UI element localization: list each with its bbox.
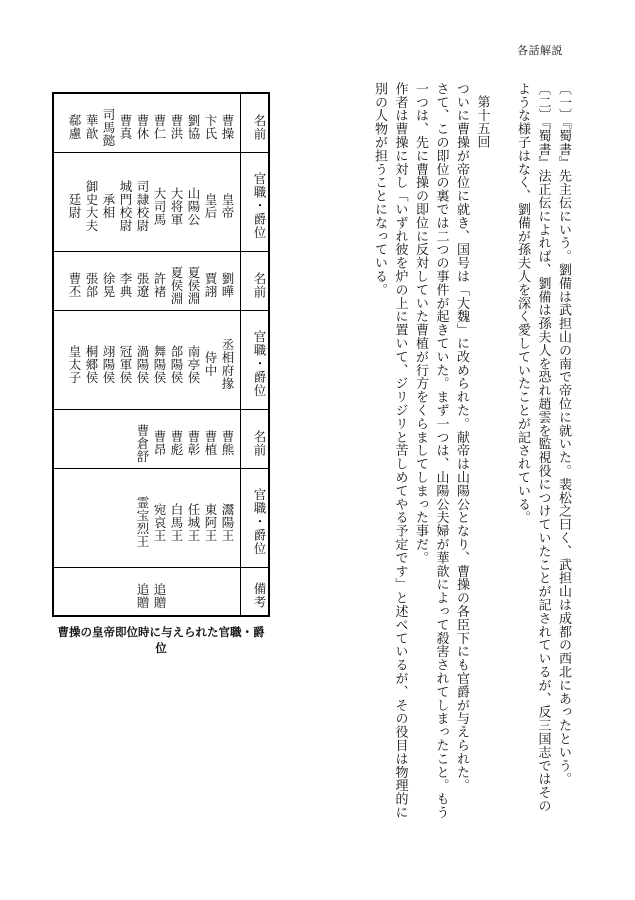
table-cell: 皇帝 [220,193,235,219]
table-cell: 渦陽侯 [135,344,150,384]
table-cell: 侍中 [203,351,218,377]
table-cell: 舞陽侯 [152,344,167,384]
table-header-title: 官職・爵位 [240,469,268,567]
table-cell: 司馬懿 [101,107,116,147]
chapter-heading: 第十五回 [474,95,490,149]
table-header-name: 名前 [240,252,268,310]
table-cell: 皇太子 [67,344,82,384]
table-header-title: 官職・爵位 [240,153,268,251]
table-cell: 山陽公 [186,186,201,226]
table-header-title: 官職・爵位 [240,311,268,409]
table-group-names-3 [54,410,268,469]
table-cell: 徐晃 [101,272,116,298]
section-header: 各話解説 [517,44,563,57]
paragraph-spacer [492,82,512,822]
table-cell: 曹植 [203,430,218,456]
table-cells [54,410,240,468]
table-header-note: 備考 [240,568,268,615]
table-group-titles-2 [54,311,268,410]
table-cell: 皇后 [203,193,218,219]
table-header-name: 名前 [240,410,268,468]
table-cell: 張遼 [135,272,150,298]
table-cell: 霊宝烈王 [135,496,150,548]
table-group-notes [54,568,268,615]
table-cell: 冠軍侯 [118,344,133,384]
table-group-titles-3 [54,469,268,568]
table-cell: 追贈 [135,582,150,609]
table-cell: 司隷校尉 [135,180,150,232]
table-cell: 承相 [101,193,116,219]
table-caption: 曹操の皇帝即位時に与えられた官職・爵位 [57,625,265,655]
table-cells [54,252,240,310]
table-cells [54,94,240,152]
table-cell: 曹彰 [186,430,201,456]
table-cell [219,576,236,615]
table-cell: 劉協 [186,114,201,140]
table-cell [202,576,219,615]
table-cell: 曹倉舒 [135,423,150,463]
table-cell: 曹仁 [152,114,167,140]
chapter-paragraph-3: 作者は曹操に対し「いずれ彼を炉の上に置いて、ジリジリと苦しめてやる予定です」と述べているが、その役目は物理的に別の人物が担うことになっている。 [372,82,408,819]
table-cell: 劉曄 [220,272,235,298]
table-cell: 翊陽侯 [101,344,116,384]
table-header-name: 名前 [240,94,268,152]
table-cell: 郃陽侯 [169,344,184,384]
table-cell: 曹真 [118,114,133,140]
note-2: 〔二〕『蜀書』法正伝によれば、劉備は孫夫人を恐れ趙雲を監視役につけていたことが記されているが、反三国志ではそのような様子はなく、劉備が孫夫人を深く愛していたことが記されている。 [515,82,551,813]
table-cells [54,311,240,409]
title-roster-table [52,92,270,617]
table-group-titles-1 [54,153,268,252]
table-cell: 曹丕 [67,272,82,298]
table-cell [185,576,202,615]
table-cell: 曹洪 [169,114,184,140]
table-cell [168,576,185,615]
table-cell: 大司馬 [152,186,167,226]
table-cell: 南亭侯 [186,344,201,384]
table-cell: 任城王 [186,502,201,542]
table-cell: 許褚 [152,272,167,298]
chapter-paragraph-2: さて、この即位の裏では二つの事件が起きていた。まず一つは、山陽公夫婦が華歆によって殺害されてしまったこと。もう一つは、先に曹操の即位に反対していた曹植が行方をくらましてしまった事だ。 [413,82,449,819]
table-group-names-1 [54,94,268,153]
table-cell: 曹彪 [169,430,184,456]
table-cell: 華歆 [84,114,99,140]
table-cell: 曹昂 [152,430,167,456]
table-cell: 白馬王 [169,502,184,542]
table-cell: 曹熊 [220,430,235,456]
table-cell: 城門校尉 [118,180,133,232]
table-cell: 卞氏 [203,114,218,140]
table-cells [54,469,240,567]
table-cell: 東阿王 [203,502,218,542]
table-cell: 夏侯淵 [186,265,201,305]
table-cell: 御史大夫 [84,180,99,232]
table-cell: 賈詡 [203,272,218,298]
table-cell: 大将軍 [169,186,184,226]
body-text [263,82,573,822]
table-group-names-2 [54,252,268,311]
table-cell: 灊陽王 [220,502,235,542]
note-1: 〔一〕『蜀書』先主伝にいう。劉備は武担山の南で帝位に就いた。裴松之曰く、武担山は成都の西北にあったという。 [556,82,571,786]
table-cells [54,153,240,251]
table-cell: 桐郷侯 [84,344,99,384]
table-cell: 曹操 [220,114,235,140]
table-cell: 張郃 [84,272,99,298]
table-cells [54,568,240,615]
table-cell: 追贈 [152,582,167,609]
table-cell: 夏侯淵 [169,265,184,305]
table-cell: 宛哀王 [152,502,167,542]
table-cell: 曹休 [135,114,150,140]
table-cell: 廷尉 [67,193,82,219]
table-cell: 李典 [118,272,133,298]
table-cell: 郗慮 [67,114,82,140]
table-cell: 丞相府掾 [220,338,235,390]
chapter-paragraph-1: ついに曹操が帝位に就き、国号は「大魏」に改められた。献帝は山陽公となり、曹操の各臣下にも官爵が与えられた。 [454,82,469,793]
